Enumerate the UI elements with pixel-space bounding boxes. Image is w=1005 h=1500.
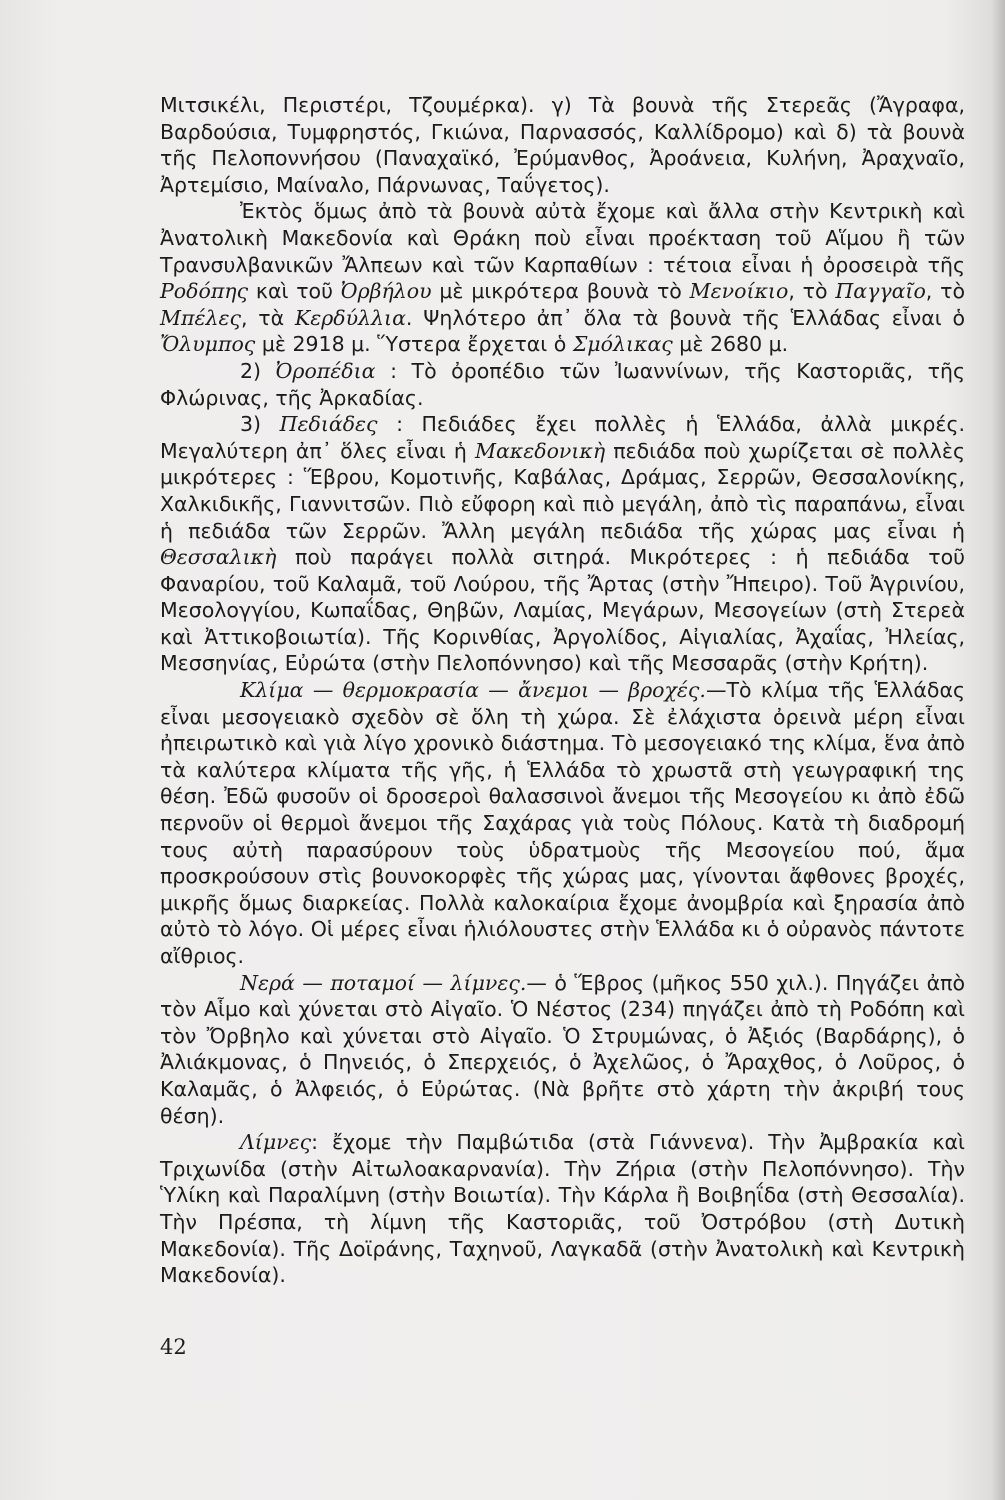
italic-term: Ροδόπης: [160, 279, 249, 304]
paragraph: [160, 92, 965, 198]
text-run: . Ψηλότερο ἀπ᾽ ὅλα τὰ βουνὰ τῆς Ἑλλάδας εἶναι ὁ: [405, 305, 966, 330]
italic-term: Μενοίκιο: [689, 279, 789, 304]
italic-term: Ὀρβήλου: [340, 279, 432, 304]
paragraph: [160, 198, 965, 358]
paragraph: [160, 411, 965, 677]
page-edge-shadow: [991, 0, 1005, 1500]
text-run: μὲ μικρότερα βουνὰ τὸ: [431, 279, 690, 304]
italic-term: Ὄλυμπος: [160, 332, 256, 357]
italic-term: Λίμνες: [240, 1130, 312, 1155]
text-run: πεδιάδα ποὺ χωρίζεται σὲ πολλὲς μικρότερες : Ἕβρου, Κομοτινῆς, Καβάλας, Δράμας, Σερρῶν, Θεσσαλονίκης, Χαλκιδικῆς, Γιαννιτσῶν. Πιὸ εὔφορη καὶ πιὸ μεγάλη, ἀπὸ τὶς παραπάνω, εἶναι ἡ πεδιάδα τῶν Σερρῶν. Ἄλλη μεγάλη πεδιάδα τῆς χώρας μας εἶναι ἡ: [160, 438, 965, 543]
text-run: — ὁ Ἕβρος (μῆκος 550 χιλ.). Πηγάζει ἀπὸ τὸν Αἷμο καὶ χύνεται στὸ Αἰγαῖο. Ὁ Νέστος (234) πηγάζει ἀπὸ τὴ Ροδόπη καὶ τὸν Ὄρβηλο καὶ χύνεται στὸ Αἰγαῖο. Ὁ Στρυμώνας, ὁ Ἀξιός (Βαρδάρης), ὁ Ἀλιάκμονας, ὁ Πηνειός, ὁ Σπερχειός, ὁ Ἀχελῶος, ὁ Ἄραχθος, ὁ Λοῦρος, ὁ Καλαμᾶς, ὁ Ἀλφειός, ὁ Εὐρώτας. (Νὰ βρῆτε στὸ χάρτη τὴν ἀκριβή τους θέση).: [160, 970, 965, 1128]
italic-term: Ὀροπέδια: [275, 358, 376, 383]
text-run: 2): [240, 358, 276, 383]
page-number: 42: [160, 1335, 187, 1359]
text-run: 3): [240, 412, 280, 437]
paragraph: [160, 970, 965, 1130]
paragraph: [160, 677, 965, 970]
italic-term: Κερδύλλια: [294, 305, 406, 330]
italic-term: Νερά — ποταμοί — λίμνες.: [240, 970, 527, 995]
italic-term: Πεδιάδες: [279, 412, 378, 437]
text-run: : Τὸ ὀροπέδιο τῶν Ἰωαννίνων, τῆς Καστοριᾶς, τῆς Φλώρινας, τῆς Ἀρκαδίας.: [160, 358, 965, 410]
paragraph: [160, 1129, 965, 1289]
text-run: , τὸ: [788, 279, 836, 304]
italic-term: Παγγαῖο: [835, 279, 926, 304]
text-run: , τὰ: [240, 305, 295, 330]
text-run: ποὺ παράγει πολλὰ σιτηρά. Μικρότερες : ἡ πεδιάδα τοῦ Φαναρίου, τοῦ Καλαμᾶ, τοῦ Λούρου, τῆς Ἄρτας (στὴν Ἤπειρο). Τοῦ Ἀγρινίου, Μεσολογγίου, Κωπαΐδας, Θηβῶν, Λαμίας, Μεγάρων, Μεσογείων (στὴ Στερεὰ καὶ Ἀττικοβοιωτία). Τῆς Κορινθίας, Ἀργολίδος, Αἰγιαλίας, Ἀχαΐας, Ἠλείας, Μεσσηνίας, Εὐρώτα (στὴν Πελοπόννησο) καὶ τῆς Μεσσαρᾶς (στὴν Κρήτη).: [160, 545, 965, 676]
text-run: : Πεδιάδες ἔχει πολλὲς ἡ Ἑλλάδα, ἀλλὰ μικρές. Μεγαλύτερη ἀπ᾽ ὅλες εἶναι ἡ: [160, 412, 966, 463]
text-run: Ἐκτὸς ὅμως ἀπὸ τὰ βουνὰ αὐτὰ ἔχομε καὶ ἄλλα στὴν Κεντρικὴ καὶ Ἀνατολικὴ Μακεδονία καὶ Θράκη ποὺ εἶναι προέκταση τοῦ Αἵμου ἢ τῶν Τρανσυλβανικῶν Ἄλπεων καὶ τῶν Καρπαθίων : τέτοια εἶναι ἡ ὀροσειρὰ τῆς: [160, 199, 965, 277]
paragraph: [160, 358, 965, 411]
text-run: —Τὸ κλίμα τῆς Ἑλλάδας εἶναι μεσογειακὸ σχεδὸν σὲ ὅλη τὴ χώρα. Σὲ ἐλάχιστα ὀρεινὰ μέρη εἶναι ἠπειρωτικὸ καὶ γιὰ λίγο χρονικὸ διάστημα. Τὸ μεσογειακό της κλίμα, ἕνα ἀπὸ τὰ καλύτερα κλίματα τῆς γῆς, ἡ Ἑλλάδα τὸ χρωστᾶ στὴ γεωγραφική της θέση. Ἐδῶ φυσοῦν οἱ δροσεροὶ θαλασσινοὶ ἄνεμοι τῆς Μεσογείου κι ἀπὸ ἐδῶ περνοῦν οἱ θερμοὶ ἄνεμοι τῆς Σαχάρας γιὰ τοὺς Πόλους. Κατὰ τὴ διαδρομή τους αὐτὴ παρασύρουν τοὺς ὑδρατμοὺς τῆς Μεσογείου πού, ἅμα προσκρούσουν στὶς βουνοκορφὲς τῆς χώρας μας, γίνονται ἄφθονες βροχές, μικρῆς ὅμως διαρκείας. Πολλὰ καλοκαίρια ἔχομε ἀνομβρία καὶ ξηρασία ἀπὸ αὐτὸ τὸ λόγο. Οἱ μέρες εἶναι ἡλιόλουστες στὴν Ἑλλάδα κι ὁ οὐρανὸς πάντοτε αἴθριος.: [160, 678, 965, 968]
italic-term: Θεσσαλικὴ: [160, 545, 277, 570]
italic-term: Μακεδονικὴ: [474, 438, 606, 463]
text-run: : ἔχομε τὴν Παμβώτιδα (στὰ Γιάννενα). Τὴν Ἀμβρακία καὶ Τριχωνίδα (στὴν Αἰτωλοακαρνανία). Τὴν Ζήρια (στὴν Πελοπόννησο). Τὴν Ὑλίκη καὶ Παραλίμνη (στὴν Βοιωτία). Τὴν Κάρλα ἢ Βοιβηΐδα (στὴ Θεσσαλία). Τὴν Πρέσπα, τὴ λίμνη τῆς Καστοριᾶς, τοῦ Ὀστρόβου (στὴ Δυτικὴ Μακεδονία). Τῆς Δοϊράνης, Ταχηνοῦ, Λαγκαδᾶ (στὴν Ἀνατολικὴ καὶ Κεντρικὴ Μακεδονία).: [160, 1130, 965, 1288]
text-run: Μιτσικέλι, Περιστέρι, Τζουμέρκα). γ) Τὰ βουνὰ τῆς Στερεᾶς (Ἄγραφα, Βαρδούσια, Τυμφρηστός, Γκιώνα, Παρνασσός, Καλλίδρομο) καὶ δ) τὰ βουνὰ τῆς Πελοποννήσου (Παναχαϊκό, Ἐρύμανθος, Ἀροάνεια, Κυλήνη, Ἀραχναῖο, Ἀρτεμίσιο, Μαίναλο, Πάρνωνας, Ταΰγετος).: [160, 93, 965, 197]
italic-term: Σμόλικας: [572, 332, 673, 357]
text-run: μὲ 2918 μ. Ὕστερα ἔρχεται ὁ: [255, 332, 573, 357]
text-run: , τὸ: [925, 279, 966, 304]
text-run: μὲ 2680 μ.: [672, 332, 789, 357]
text-run: καὶ τοῦ: [248, 279, 341, 304]
italic-term: Κλίμα — θερμοκρασία — ἄνεμοι — βροχές.: [240, 678, 706, 703]
body-text: [160, 92, 965, 1289]
italic-term: Μπέλες: [160, 305, 241, 330]
